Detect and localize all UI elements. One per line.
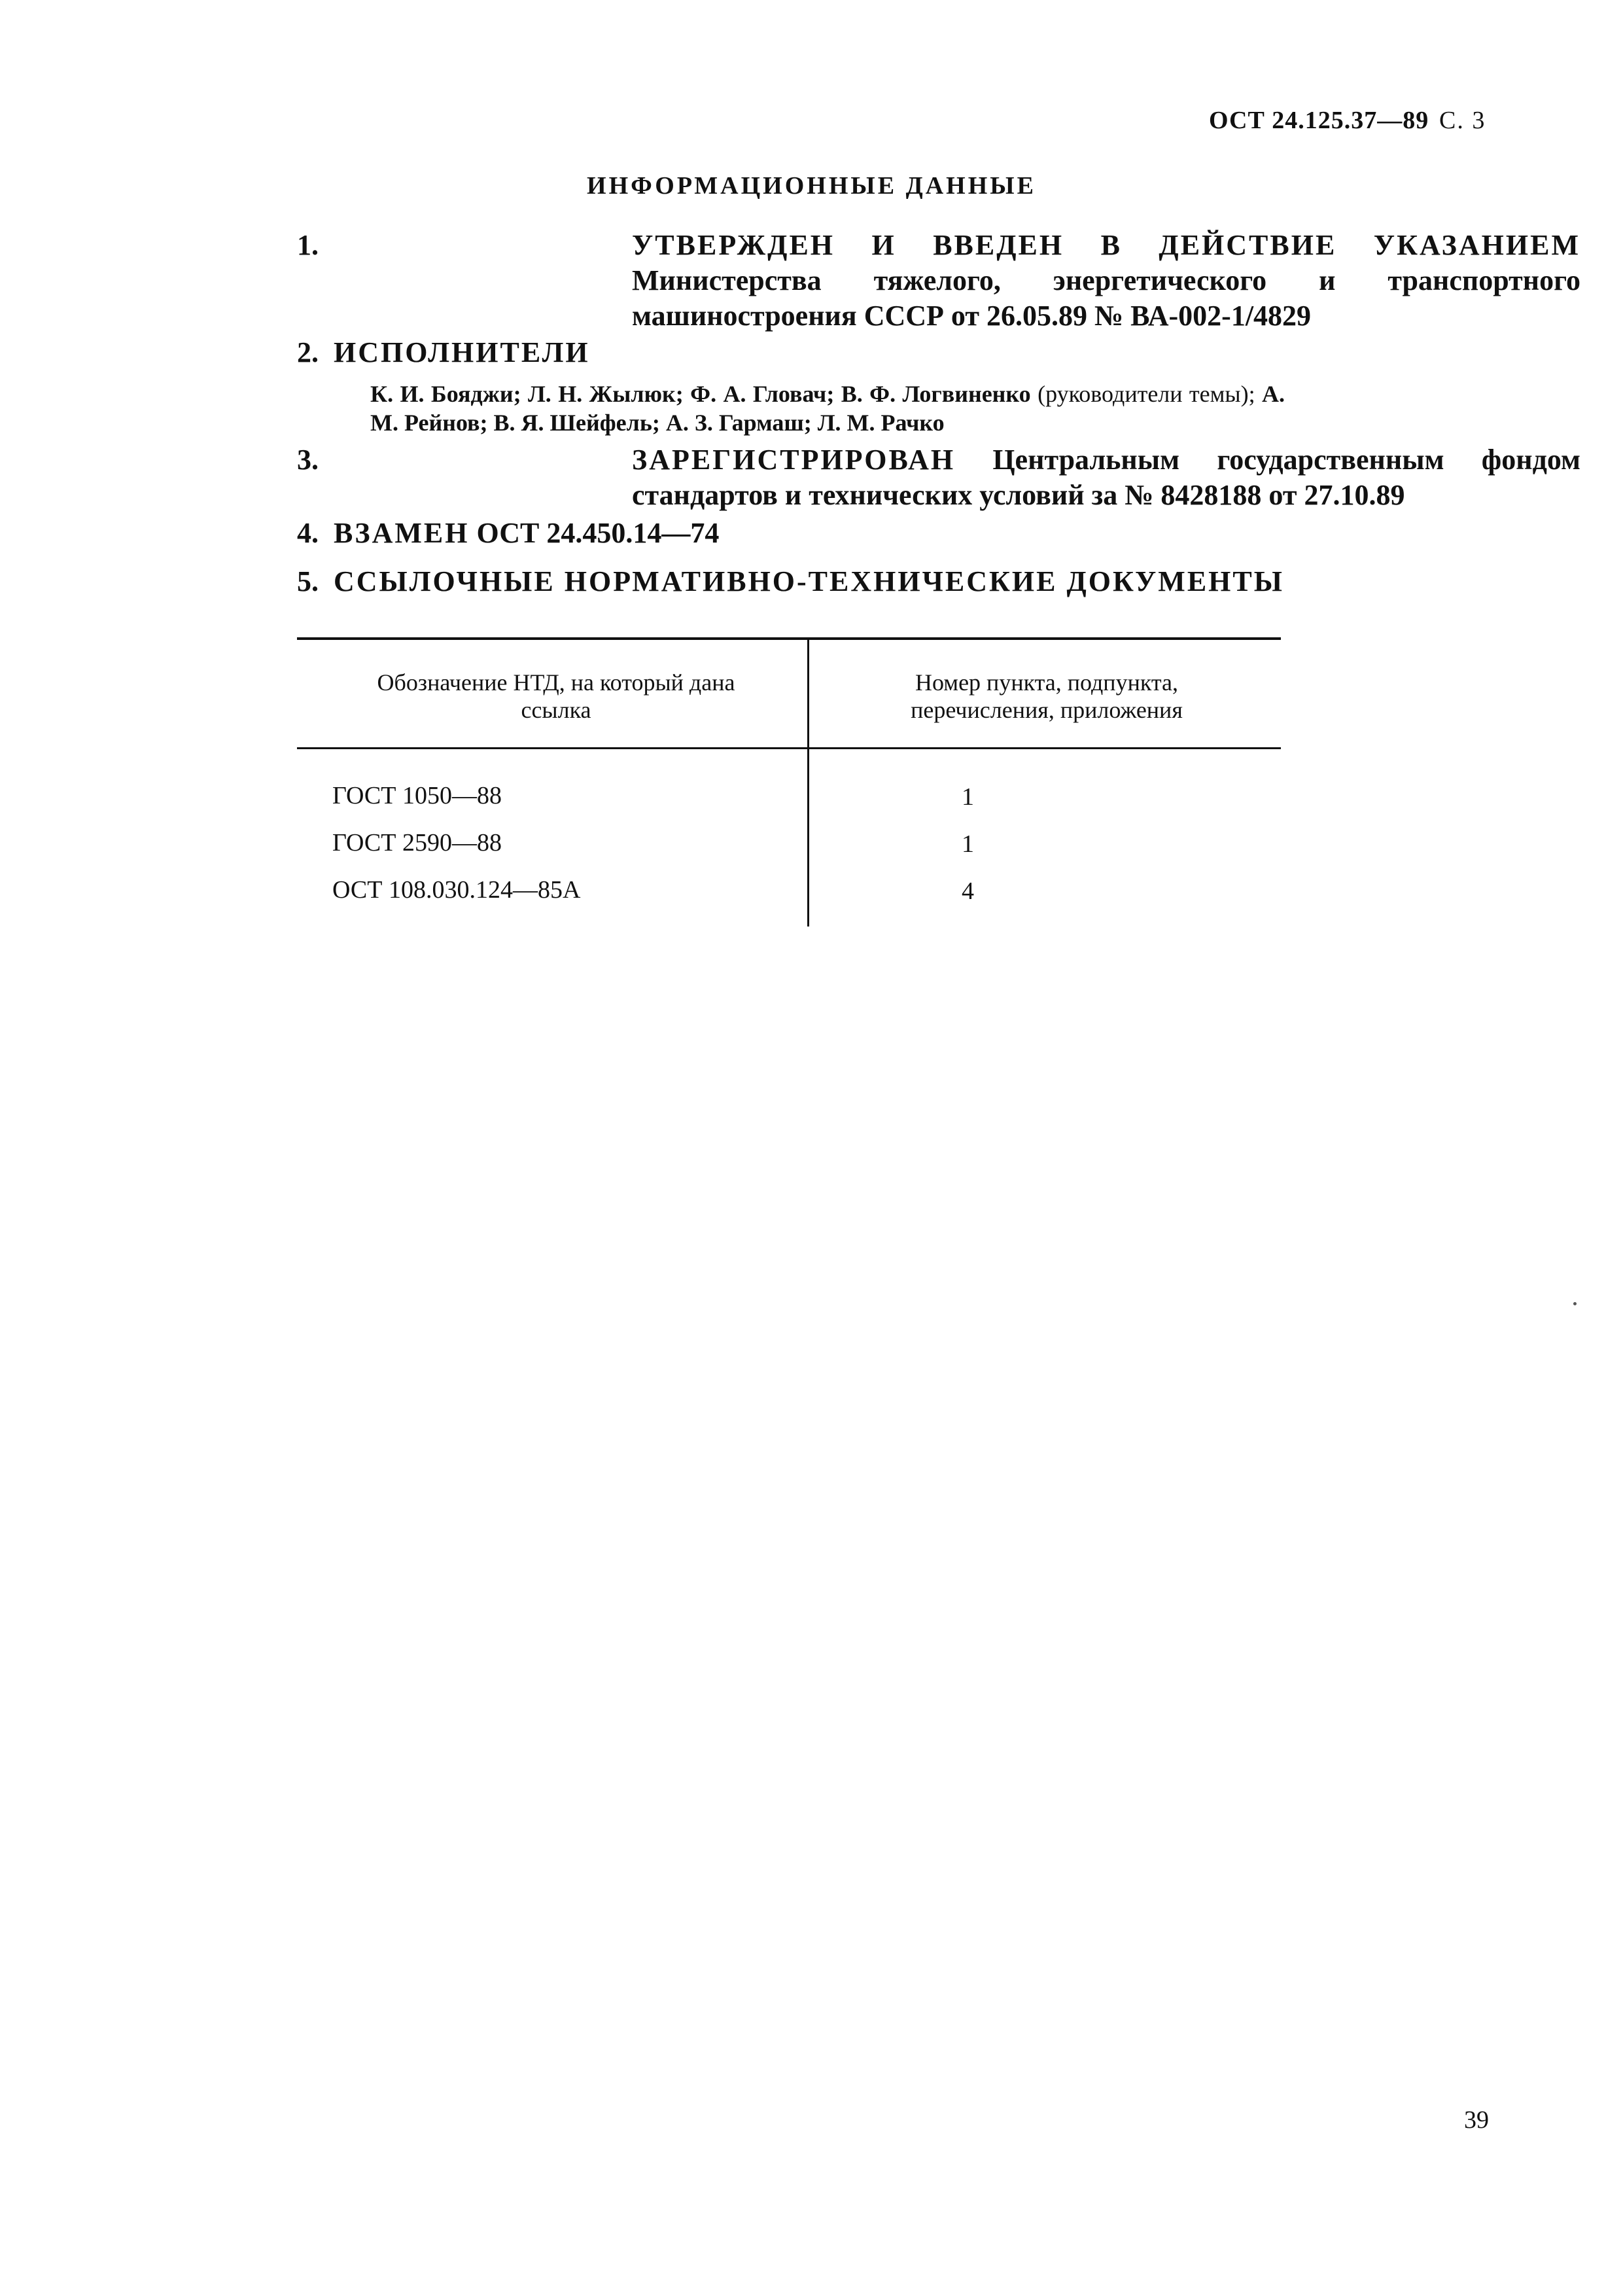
item-caption: ИСПОЛНИТЕЛИ [334,336,590,368]
table-header-reference: Номер пункта, подпункта, перечисления, приложения [911,669,1183,723]
document-code: ОСТ 24.125.37—89 [1209,107,1429,134]
item-number: 5. [297,565,319,597]
table-cell-document: ГОСТ 1050—88 [332,782,502,809]
table-cell-reference: 4 [962,877,974,905]
item-text: Министерства тяжелого, энергетического и транспортного машиностроения СССР от 26.05.89 № ВА-002-1/4829 [632,264,1580,332]
authors-list [370,380,1285,437]
item-number: 2. [297,336,319,368]
table-header-rule [297,747,1281,749]
authors-secondary: А. М. Рейнов; В. Я. Шейфель; А. З. Гармаш; Л. М. Рачко [370,381,1285,436]
table-column-divider [807,640,809,927]
item-text: Центральным государственным фондом стандартов и технических условий за № 8428188 от 27.10.89 [632,444,1580,511]
item-caption: ССЫЛОЧНЫЕ НОРМАТИВНО-ТЕХНИЧЕСКИЕ ДОКУМЕНТЫ [334,565,1284,597]
scan-speck [1573,1302,1577,1305]
item-caption: УТВЕРЖДЕН И ВВЕДЕН В ДЕЙСТВИЕ УКАЗАНИЕМ [632,229,1580,261]
item-registered [297,442,1580,511]
table-cell-document: ГОСТ 2590—88 [332,829,502,857]
item-references [297,564,1286,599]
table-cell-reference: 1 [962,783,974,811]
item-caption: ЗАРЕГИСТРИРОВАН [632,444,956,476]
item-number: 3. [297,444,319,476]
item-number: 4. [297,517,319,549]
item-caption: ВЗАМЕН [334,517,470,549]
item-authors [297,335,1286,370]
item-text: ОСТ 24.450.14—74 [469,517,720,549]
table-cell-document: ОСТ 108.030.124—85А [332,876,581,904]
page-number: 39 [1464,2106,1489,2134]
item-approved [297,228,1580,332]
table-top-rule [297,637,1281,640]
table-header-document: Обозначение НТД, на который дана ссылка [377,669,735,723]
item-number: 1. [297,229,319,261]
authors-note: (руководители темы); [1038,381,1255,407]
item-replaces [297,516,1286,551]
table-cell-reference: 1 [962,830,974,858]
authors-primary: К. И. Бояджи; Л. Н. Жылюк; Ф. А. Гловач; В. Ф. Логвиненко [370,381,1031,407]
section-title: ИНФОРМАЦИОННЫЕ ДАННЫЕ [587,172,1036,200]
page-label: С. 3 [1439,107,1486,134]
